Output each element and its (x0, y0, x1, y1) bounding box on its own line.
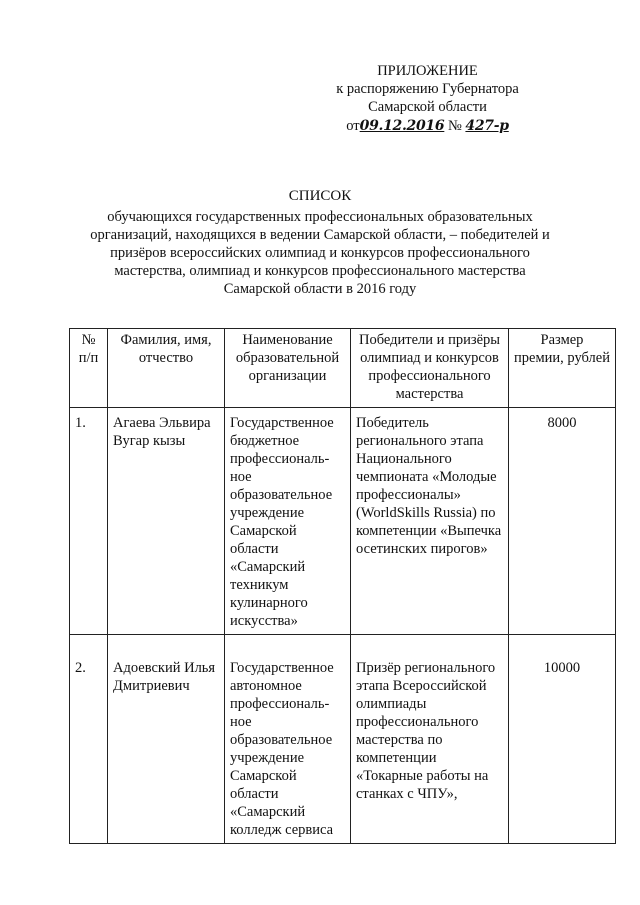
document-title-block (80, 187, 560, 298)
row-name: Адоевский Илья Дмитриевич (108, 635, 225, 844)
date-prefix: от (346, 118, 360, 134)
row-num: 2. (70, 635, 108, 844)
row-num: 1. (70, 408, 108, 635)
appendix-header (300, 62, 555, 135)
number-prefix: № (447, 118, 462, 134)
document-title: СПИСОК (288, 188, 352, 204)
row-amount: 10000 (509, 635, 616, 844)
appendix-order-date-number (300, 117, 555, 135)
awardees-table (69, 328, 616, 844)
header-amount: Размер премии, рублей (509, 329, 616, 408)
handwritten-number: 427-р (465, 118, 509, 134)
row-organization: Государственное бюджетное профессиональ-ное образовательное учреждение Самарской области «Самарский техникум кулинарного искусства» (225, 408, 351, 635)
table-header-row (70, 329, 616, 408)
row-amount: 8000 (509, 408, 616, 635)
table-row (70, 408, 616, 635)
row-achievement: Призёр регионального этапа Всероссийской олимпиады профессионального мастерства по компетенции «Токарные работы на станках с ЧПУ», (351, 635, 509, 844)
appendix-order-line1: к распоряжению Губернатора (336, 81, 519, 97)
row-achievement: Победитель регионального этапа Национального чемпионата «Молодые профессионалы» (WorldSkills Russia) по компетенции «Выпечка осетинских пирогов» (351, 408, 509, 635)
row-organization: Государственное автономное профессиональ-ное образовательное учреждение Самарской области «Самарский колледж сервиса (225, 635, 351, 844)
header-name: Фамилия, имя, отчество (108, 329, 225, 408)
appendix-order-line2: Самарской области (368, 99, 487, 115)
header-num: № п/п (70, 329, 108, 408)
row-name: Агаева Эльвира Вугар кызы (108, 408, 225, 635)
awardees-table-container (69, 328, 615, 844)
appendix-heading: ПРИЛОЖЕНИЕ (377, 63, 478, 79)
header-achievement: Победители и призёры олимпиад и конкурсов профессионального мастерства (351, 329, 509, 408)
handwritten-date: 09.12.2016 (359, 118, 445, 134)
header-organization: Наименование образовательной организации (225, 329, 351, 408)
document-subtitle: обучающихся государственных профессиональных образовательных организаций, находящихся в ведении Самарской области, – победителей и призёров всероссийских олимпиад и конкурсов профессионального мастерства, олимпиад и конкурсов профессионального мастерства Самарской области в 2016 году (90, 209, 550, 297)
table-row (70, 635, 616, 844)
